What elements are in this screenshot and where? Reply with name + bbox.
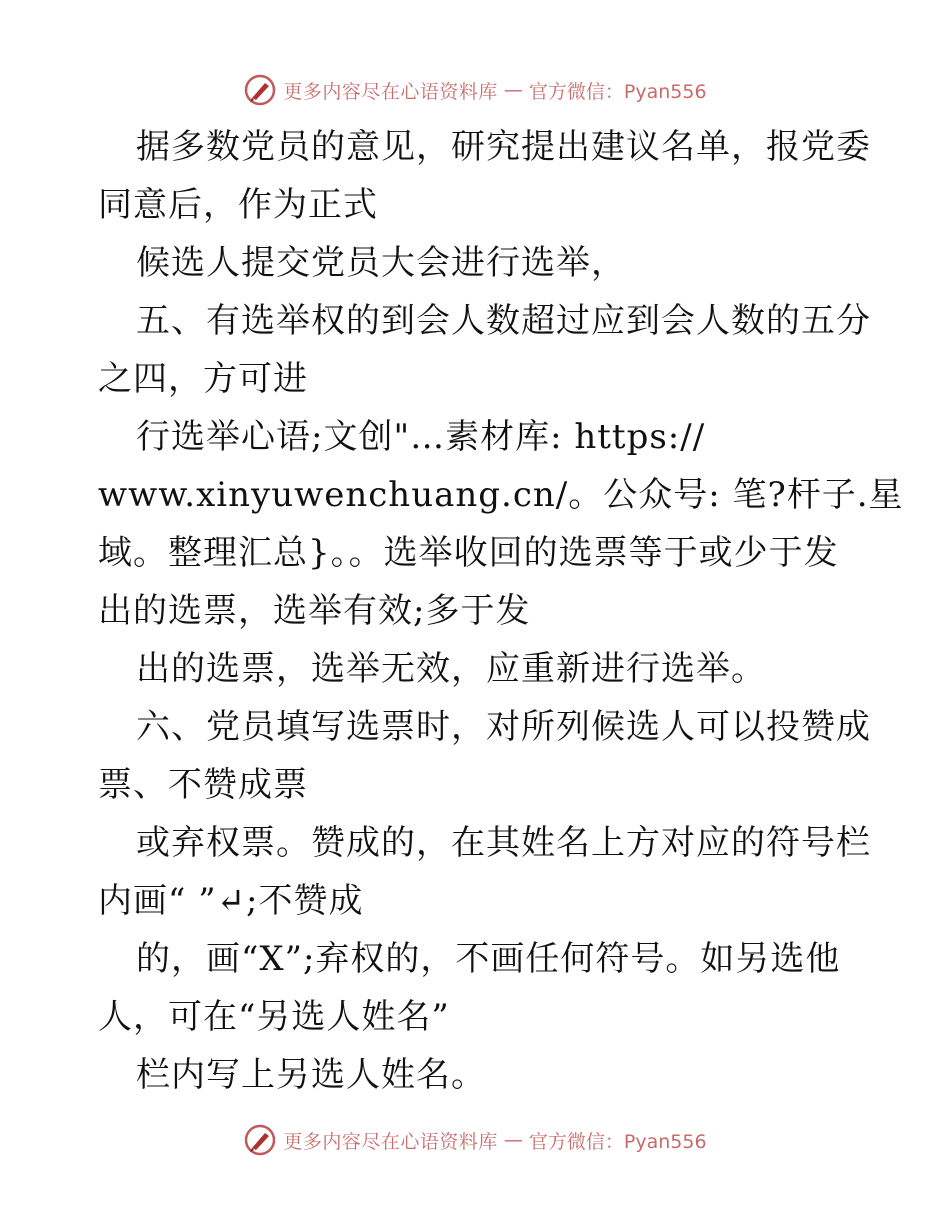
text-line: 人，可在“另选人姓名” bbox=[98, 997, 450, 1037]
text-line: 出的选票，选举有效;多于发 bbox=[98, 591, 531, 631]
pen-circle-logo-icon bbox=[243, 73, 277, 107]
text-line: 或弃权票。赞成的，在其姓名上方对应的符号栏 bbox=[136, 823, 871, 863]
watermark-separator: — bbox=[503, 79, 523, 101]
text-line: 候选人提交党员大会进行选举， bbox=[136, 243, 626, 283]
text-line: 出的选票，选举无效，应重新进行选举。 bbox=[136, 649, 766, 689]
pen-circle-logo-icon bbox=[243, 1123, 277, 1157]
text-line: 内画“ ”↵;不赞成 bbox=[98, 881, 364, 921]
watermark-text: 更多内容尽在心语资料库 bbox=[283, 1130, 498, 1153]
text-line: 的，画“X”;弃权的，不画任何符号。如另选他 bbox=[136, 939, 841, 979]
text-line: 同意后，作为正式 bbox=[98, 185, 378, 225]
text-line: 之四，方可进 bbox=[98, 359, 308, 399]
text-line: 行选举心语;文创"…素材库: https:// bbox=[136, 417, 706, 457]
text-line: 六、党员填写选票时，对所列候选人可以投赞成 bbox=[136, 707, 871, 747]
text-line: 五、有选举权的到会人数超过应到会人数的五分 bbox=[136, 301, 871, 341]
text-line: 栏内写上另选人姓名。 bbox=[136, 1055, 486, 1095]
watermark-account: 官方微信：Pyan556 bbox=[528, 1130, 707, 1153]
watermark-separator: — bbox=[503, 1129, 523, 1151]
document-body bbox=[98, 118, 904, 1104]
text-line: 据多数党员的意见，研究提出建议名单，报党委 bbox=[136, 127, 871, 167]
text-line: 域。整理汇总}。。选举收回的选票等于或少于发 bbox=[98, 533, 839, 573]
text-line: 票、不赞成票 bbox=[98, 765, 308, 805]
watermark-text: 更多内容尽在心语资料库 bbox=[283, 80, 498, 103]
header-watermark bbox=[0, 70, 950, 110]
footer-watermark bbox=[0, 1120, 950, 1160]
watermark-account: 官方微信：Pyan556 bbox=[528, 80, 707, 103]
text-line: www.xinyuwenchuang.cn/。公众号: 笔?杆子.星 bbox=[98, 475, 904, 515]
